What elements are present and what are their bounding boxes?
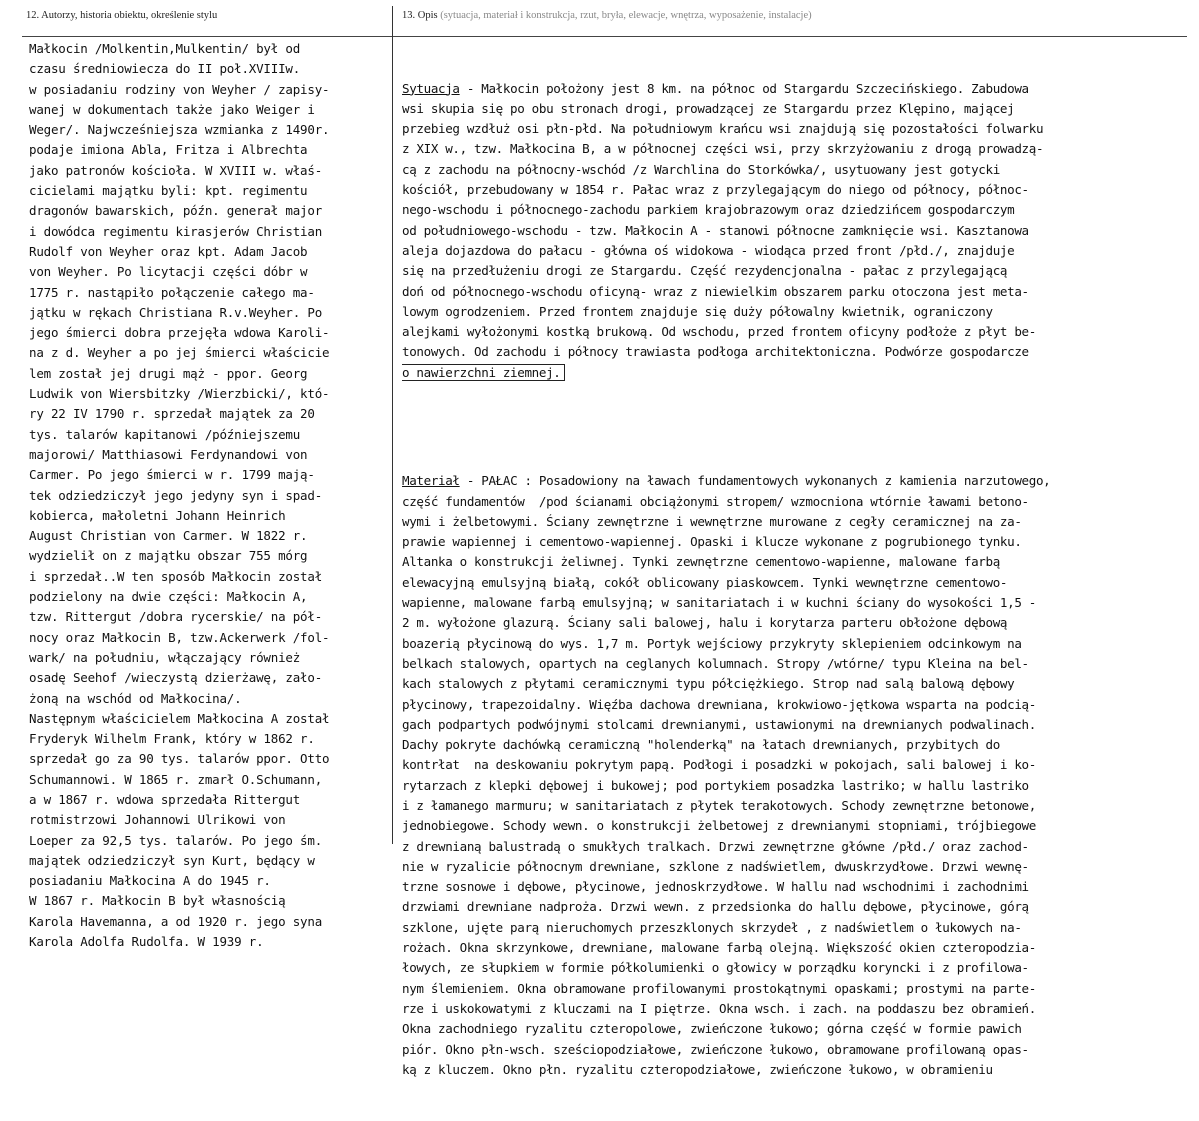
history-text-line: Fryderyk Wilhelm Frank, który w 1862 r. xyxy=(29,731,315,747)
section-text-line: trzne sosnowe i dębowe, płycinowe, jednoskrzydłowe. W hallu nad wschodnimi i zachodnimi xyxy=(402,879,1029,895)
column-divider xyxy=(392,6,393,844)
section-text-line: cą z zachodu na północny-wschód /z Warchlina do Storkówka/, usytuowany jest gotycki xyxy=(402,161,1000,177)
section-text-line: wapienne, malowane farbą emulsyjną; w sanitariatach i w kuchni ściany do wysokości 1,5 - xyxy=(402,595,1036,611)
section-text-line: wymi i żelbetowymi. Ściany zewnętrzne i wewnętrzne murowane z cegły ceramicznej na za- xyxy=(402,513,1022,529)
history-text-line: i dowódca regimentu kirasjerów Christian xyxy=(29,223,323,239)
history-text-line: nocy oraz Małkocin B, tzw.Ackerwerk /fol- xyxy=(29,629,330,645)
section-text-line: płycinowy, trapezoidalny. Więźba dachowa drewniana, krokwiowo-jętkowa wsparta na podcią- xyxy=(402,696,1036,712)
history-text-line: czasu średniowiecza do II poł.XVIIIw. xyxy=(29,61,301,77)
left-column-header: 12. Autorzy, historia obiektu, określenie stylu xyxy=(26,10,218,21)
history-text-line: majorowi/ Matthiasowi Ferdynandowi von xyxy=(29,446,308,462)
section-text-line: Altanka o konstrukcji żeliwnej. Tynki zewnętrzne cementowo-wapienne, malowane farbą xyxy=(402,554,1000,570)
history-text-line: jątku w rękach Christiana R.v.Weyher. Po xyxy=(29,304,323,320)
right-header-main: 13. Opis xyxy=(402,10,441,21)
section-text-line: łowych, ze słupkiem w formie półkolumienki o głowicy w porządku koryncki i z profilowa- xyxy=(402,960,1029,976)
history-text-line: żoną na wschód od Małkocina/. xyxy=(29,690,242,706)
history-text-line: tek odziedziczył jego jedyny syn i spad- xyxy=(29,487,323,503)
section-first-line xyxy=(402,79,1192,99)
right-header-hint: (sytuacja, materiał i konstrukcja, rzut, bryła, elewacje, wnętrza, wyposażenie, instalacje) xyxy=(440,10,812,21)
section-text-line: gach podpartych podwójnymi stolcami drewnianymi, ustawionymi na drewnianych podwalinach. xyxy=(402,716,1036,732)
section-text-line: elewacyjną emulsyjną białą, cokół oblicowany piaskowcem. Tynki wewnętrzne cementowo- xyxy=(402,574,1008,590)
history-text-line: wanej w dokumentach także jako Weiger i xyxy=(29,101,315,117)
history-text-line: sprzedał go za 90 tys. talarów ppor. Otto xyxy=(29,751,330,767)
section-text-line: kach stalowych z płytami ceramicznymi typu półciężkiego. Strop nad salą balową dębowy xyxy=(402,676,1015,692)
section-text: - PAŁAC : Posadowiony na ławach fundamentowych wykonanych z kamienia narzutowego, xyxy=(459,473,1051,489)
history-text-line: osadę Seehof /wieczystą dzierżawę, zało- xyxy=(29,670,323,686)
history-text-line: a w 1867 r. wdowa sprzedała Rittergut xyxy=(29,791,301,807)
history-text-line: tzw. Rittergut /dobra rycerskie/ na pół- xyxy=(29,609,323,625)
history-column xyxy=(29,39,387,952)
section-text-line: aleja dojazdowa do pałacu - główna oś widokowa - wiodąca przed front /płd./, znajduje xyxy=(402,242,1015,258)
history-text-line: Rudolf von Weyher oraz kpt. Adam Jacob xyxy=(29,243,308,259)
section-text-line: z drewnianą balustradą o smukłych tralkach. Drzwi zewnętrzne główne /płd./ oraz zachod- xyxy=(402,838,1029,854)
section-text-line: 2 m. wyłożone glazurą. Ściany sali balowej, halu i korytarza parteru obłożone dębową xyxy=(402,615,1008,631)
section-text-line: z XIX w., tzw. Małkocina B, a w północnej części wsi, przy skrzyżowaniu z drogą prowadzą- xyxy=(402,141,1044,157)
history-text-line: wydzielił on z majątku obszar 755 mórg xyxy=(29,548,308,564)
history-text-line: W 1867 r. Małkocin B był własnością xyxy=(29,893,286,909)
history-text-line: August Christian von Carmer. W 1822 r. xyxy=(29,528,308,544)
section-text-line: drzwiami drewniane nadproża. Drzwi wewn. z przedsionka do hallu dębowe, płycinowe, górą xyxy=(402,899,1029,915)
description-column xyxy=(402,38,1192,1121)
section-text-line: Okna zachodniego ryzalitu czteropolowe, zwieńczone łukowo; górna część w formie pawich xyxy=(402,1021,1022,1037)
section-text: - Małkocin położony jest 8 km. na północ od Stargardu Szczecińskiego. Zabudowa xyxy=(459,80,1029,96)
section-text-line: kontrłat na deskowaniu pokrytym papą. Podłogi i posadzki w pokojach, sali balowej i ko- xyxy=(402,757,1036,773)
section-text-line: rze i uskokowatymi z kluczami na I piętrze. Okna wsch. i zach. na poddaszu bez obramień. xyxy=(402,1000,1036,1016)
section-text-line: rytarzach z klepki dębowej i bukowej; pod portykiem posadzka lastriko; w hallu lastriko xyxy=(402,777,1029,793)
history-text-line: Schumannowi. W 1865 r. zmarł O.Schumann, xyxy=(29,771,323,787)
section-material xyxy=(402,471,1192,1080)
history-text-line: i sprzedał..W ten sposób Małkocin został xyxy=(29,568,323,584)
history-text-line: tys. talarów kapitanowi /późniejszemu xyxy=(29,426,301,442)
history-text-line: ry 22 IV 1790 r. sprzedał majątek za 20 xyxy=(29,406,315,422)
history-text-line: Karola Adolfa Rudolfa. W 1939 r. xyxy=(29,934,264,950)
section-first-line xyxy=(402,471,1192,491)
history-text-line: jego śmierci dobra przejęła wdowa Karoli- xyxy=(29,325,330,341)
header-divider xyxy=(22,36,1187,37)
section-text-line: piór. Okno płn-wsch. sześciopodziałowe, zwieńczone łukowo, obramowane profilowaną opas- xyxy=(402,1041,1029,1057)
section-text-line: szklone, ujęte parą nieruchomych przeszklonych skrzydeł , z nadświetlem o łukowych na- xyxy=(402,919,1022,935)
section-text-line: belkach stalowych, opartych na ceglanych kolumnach. Stropy /wtórne/ typu Kleina na bel- xyxy=(402,655,1029,671)
boxed-text: o nawierzchni ziemnej. xyxy=(402,364,565,381)
section-sytuacja xyxy=(402,79,1192,383)
history-text-line: Carmer. Po jego śmierci w r. 1799 mają- xyxy=(29,467,315,483)
section-text-line: przebieg wzdłuż osi płn-płd. Na południowym krańcu wsi znajdują się pozostałości folwarku xyxy=(402,121,1044,137)
section-text-line: prawie wapiennej i cementowo-wapiennej. Opaski i klucze wykonane z pogrubionego tynku. xyxy=(402,534,1022,550)
history-text-line: Małkocin /Molkentin,Mulkentin/ był od xyxy=(29,41,301,56)
section-text-line: boazerią płycinową do wys. 1,7 m. Portyk wejściowy przykryty sklepieniem odcinkowym na xyxy=(402,635,1022,651)
history-text-line: Loeper za 92,5 tys. talarów. Po jego śm. xyxy=(29,832,323,848)
history-text-line: cicielami majątku byli: kpt. regimentu xyxy=(29,183,308,199)
history-text-line: podaje imiona Abla, Fritza i Albrechta xyxy=(29,142,308,158)
history-text-line: rotmistrzowi Johannowi Ulrikowi von xyxy=(29,812,286,828)
section-text-line: nym ślemieniem. Okna obramowane profilowanymi prostokątnymi opaskami; prostymi na parte- xyxy=(402,980,1036,996)
section-label: Materiał xyxy=(402,473,460,489)
history-text-line: posiadaniu Małkocina A do 1945 r. xyxy=(29,873,271,889)
history-text-line: Weger/. Najwcześniejsza wzmianka z 1490r. xyxy=(29,122,330,138)
section-text-line: rożach. Okna skrzynkowe, drewniane, malowane farbą olejną. Większość okien czteropodzia- xyxy=(402,940,1036,956)
section-text-line: jednobiegowe. Schody wewn. o konstrukcji żelbetowej z drewnianymi stopniami, trójbiegowe xyxy=(402,818,1036,834)
section-text-line: się na przedłużeniu drogi ze Stargardu. Część rezydencjonalna - pałac z przylegającą xyxy=(402,263,1008,279)
section-label: Sytuacja xyxy=(402,80,460,96)
section-text-line: wsi skupia się po obu stronach drogi, prowadzącej ze Stargardu przez Klępino, mającej xyxy=(402,100,1015,116)
history-text-line: von Weyher. Po licytacji części dóbr w xyxy=(29,264,308,280)
section-text-line: część fundamentów /pod ścianami obciążonymi stropem/ wzmocniona wtórnie ławami betono- xyxy=(402,493,1029,509)
history-text-line: majątek odziedziczył syn Kurt, będący w xyxy=(29,852,315,868)
history-text-line: Następnym właścicielem Małkocina A został xyxy=(29,710,330,726)
history-text-line: lem został jej drugi mąż - ppor. Georg xyxy=(29,365,308,381)
history-text-line: Karola Havemanna, a od 1920 r. jego syna xyxy=(29,913,323,929)
section-text-line: kościół, przebudowany w 1854 r. Pałac wraz z przylegającym do niego od północy, północ- xyxy=(402,182,1029,198)
section-text-line: ką z kluczem. Okno płn. ryzalitu czteropodziałowe, zwieńczone łukowo, w obramieniu xyxy=(402,1061,993,1077)
section-text-line: nego-wschodu i północnego-zachodu parkiem krajobrazowym oraz dziedzińcem gospodarczym xyxy=(402,202,1015,218)
right-column-header xyxy=(402,10,812,21)
section-text-line: Dachy pokryte dachówką ceramiczną "holenderką" na łatach drewnianych, przybitych do xyxy=(402,737,1000,753)
section-text-line: alejkami wyłożonymi kostką brukową. Od wschodu, przed frontem oficyny podłoże z płyt be- xyxy=(402,324,1036,340)
history-text-line: Ludwik von Wiersbitzky /Wierzbicki/, któ- xyxy=(29,386,330,402)
section-text-line: doń od północnego-wschodu oficyną- wraz z niewielkim obszarem parku otoczona jest meta- xyxy=(402,283,1029,299)
section-text-line: i z łamanego marmuru; w sanitariatach z płytek terakotowych. Schody zewnętrzne betonowe, xyxy=(402,797,1036,813)
history-text-line: wark/ na południu, włączający również xyxy=(29,649,301,665)
history-text-line: kobierca, małoletni Johann Heinrich xyxy=(29,507,286,523)
history-text-line: 1775 r. nastąpiło połączenie całego ma- xyxy=(29,284,315,300)
history-text-line: w posiadaniu rodziny von Weyher / zapisy- xyxy=(29,81,330,97)
section-text-line xyxy=(402,363,1192,383)
history-text-line: podzielony na dwie części: Małkocin A, xyxy=(29,589,308,605)
section-text-line: tonowych. Od zachodu i północy trawiasta podłoga architektoniczna. Podwórze gospodarcze xyxy=(402,344,1029,360)
section-text-line: od południowego-wschodu - tzw. Małkocin A - stanowi północne zamknięcie wsi. Kasztanowa xyxy=(402,222,1029,238)
section-text-line: nie w ryzalicie północnym drewniane, szklone z nadświetlem, dwuskrzydłowe. Drzwi wewnę- xyxy=(402,858,1029,874)
history-text-line: na z d. Weyher a po jej śmierci właścicie xyxy=(29,345,330,361)
section-text-line: lowym ogrodzeniem. Przed frontem znajduje się duży półowalny kwietnik, ograniczony xyxy=(402,303,993,319)
history-text-line: jako patronów kościoła. W XVIII w. właś- xyxy=(29,162,323,178)
history-text-line: dragonów bawarskich, późn. generał major xyxy=(29,203,323,219)
